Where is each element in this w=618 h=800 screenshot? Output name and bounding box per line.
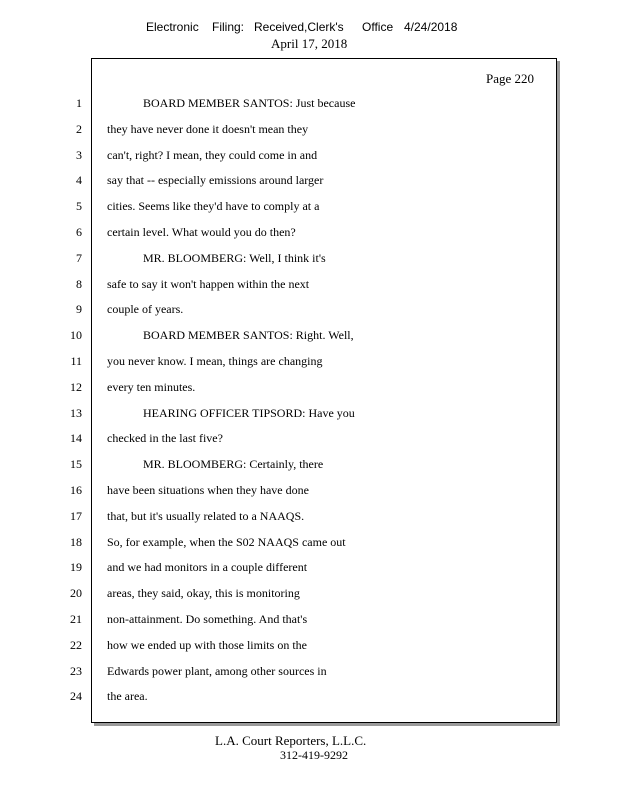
transcript-line: So, for example, when the S02 NAAQS came out — [107, 534, 346, 549]
filing-word: Filing: — [212, 20, 245, 34]
transcript-line: Edwards power plant, among other sources in — [107, 663, 327, 678]
line-number: 6 — [76, 225, 82, 239]
transcript-line: that, but it's usually related to a NAAQS. — [107, 508, 305, 523]
line-number: 9 — [76, 302, 82, 317]
transcript-line: BOARD MEMBER SANTOS: Right. Well, — [143, 328, 354, 343]
transcript-line: you never know. I mean, things are changing — [107, 354, 323, 368]
transcript-line: HEARING OFFICER TIPSORD: Have you — [143, 405, 355, 420]
line-number: 1 — [76, 96, 82, 110]
line-number: 22 — [70, 637, 82, 652]
transcript-line: MR. BLOOMBERG: Well, I think it's — [143, 250, 326, 265]
transcript-line: they have never done it doesn't mean they — [107, 121, 309, 136]
line-number: 14 — [70, 431, 82, 446]
line-number: 10 — [70, 328, 82, 343]
transcript-line: certain level. What would you do then? — [107, 225, 296, 239]
transcript-line: have been situations when they have done — [107, 483, 309, 497]
transcript-line: non-attainment. Do something. And that's — [107, 612, 308, 626]
transcript-line: and we had monitors in a couple different — [107, 560, 308, 575]
line-number: 12 — [70, 379, 82, 394]
filing-word: Office — [362, 20, 394, 34]
line-number: 23 — [70, 663, 82, 678]
transcript-line: every ten minutes. — [107, 379, 196, 394]
line-number: 17 — [70, 508, 82, 523]
line-number: 15 — [70, 457, 82, 472]
page-number: Page 220 — [486, 71, 535, 86]
transcript-line: say that -- especially emissions around larger — [107, 173, 324, 188]
line-number: 21 — [70, 612, 82, 626]
filing-word: Received,Clerk's — [254, 20, 344, 34]
court-reporter-phone: 312-419-9292 — [280, 748, 348, 762]
line-number: 3 — [76, 147, 82, 162]
line-number: 8 — [76, 276, 82, 291]
transcript-line: MR. BLOOMBERG: Certainly, there — [143, 457, 324, 472]
transcript-line: areas, they said, okay, this is monitoring — [107, 586, 300, 601]
line-number: 20 — [70, 586, 82, 601]
transcript-line: BOARD MEMBER SANTOS: Just because — [143, 96, 356, 110]
line-number: 4 — [76, 173, 82, 188]
line-number: 24 — [70, 689, 82, 704]
transcript-date: April 17, 2018 — [271, 36, 348, 51]
line-number: 19 — [70, 560, 82, 575]
court-reporter-name: L.A. Court Reporters, L.L.C. — [215, 733, 367, 748]
transcript-line: safe to say it won't happen within the next — [107, 276, 310, 291]
line-number: 18 — [70, 534, 82, 549]
transcript-line: can't, right? I mean, they could come in and — [107, 147, 318, 162]
transcript-line: the area. — [107, 689, 148, 704]
line-number: 2 — [76, 121, 82, 136]
transcript-line: cities. Seems like they'd have to comply at a — [107, 199, 320, 214]
transcript-line: couple of years. — [107, 302, 184, 317]
line-number: 5 — [76, 199, 82, 214]
line-number: 16 — [70, 483, 82, 497]
transcript-line: checked in the last five? — [107, 431, 223, 446]
line-number: 11 — [70, 354, 82, 368]
transcript-line: how we ended up with those limits on the — [107, 637, 307, 652]
filing-word: 4/24/2018 — [404, 20, 458, 34]
filing-word: Electronic — [146, 20, 199, 34]
line-number: 13 — [70, 405, 82, 420]
line-number: 7 — [76, 250, 82, 265]
